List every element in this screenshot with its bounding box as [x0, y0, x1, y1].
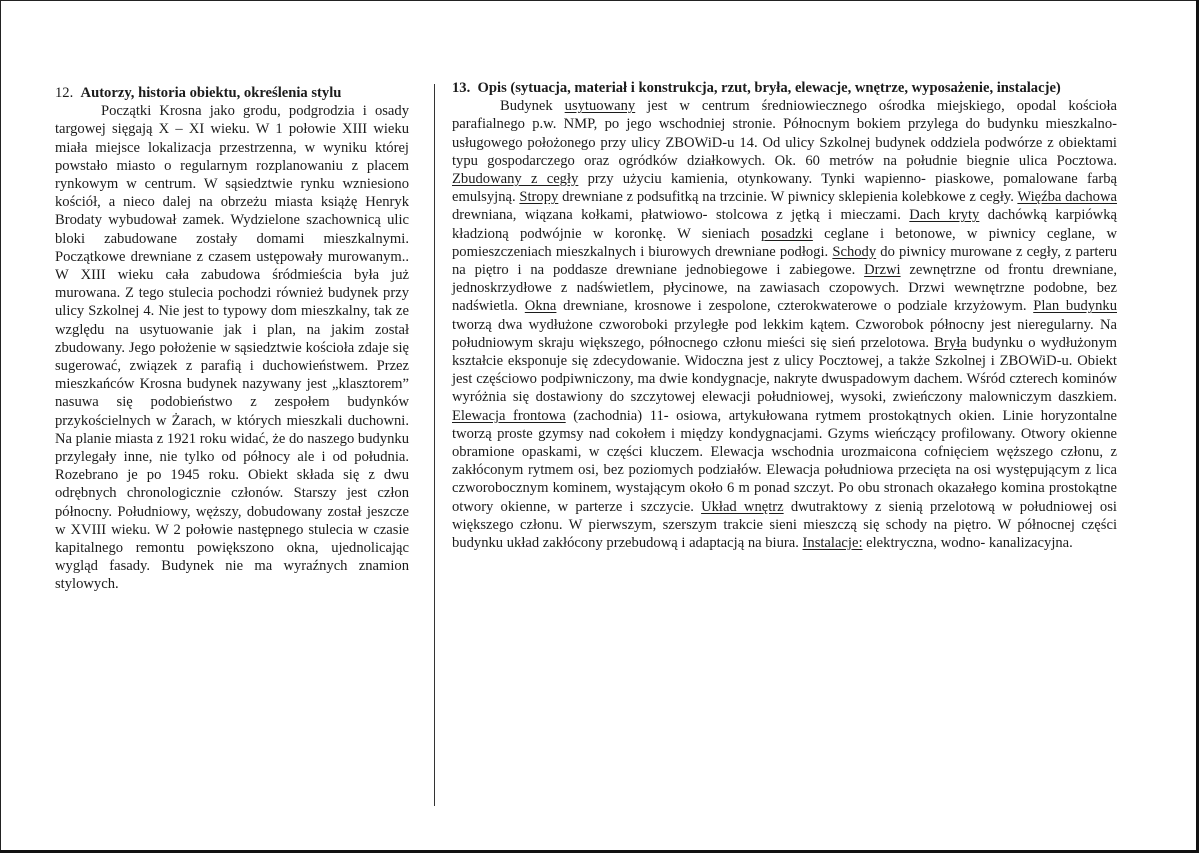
section-12-number: 12. [55, 85, 74, 101]
text-run: przy użyciu kamienia, otynkowany. Tynki wapienno- piaskowe, pomalowane farbą emulsyjną. [452, 171, 1117, 206]
underlined-term: Układ wnętrz [701, 498, 784, 515]
section-12-title: Autorzy, historia obiektu, określenia stylu [80, 85, 342, 101]
text-run: budynku o wydłużonym kształcie eksponuje się zdecydowanie. Widoczna jest z ulicy Pocztowej, a także Szkolnej i ZBOWiD-u. Obiekt jest częściowo podpiwniczony, ma dwie kondygnacje, nakryte dwuspadowym dachem. Wśród czterech kominów wyróżnia się dostawiony do szczytowej elewacji południowej, wysoki, zwieńczony malowniczym daszkiem. [452, 334, 1117, 406]
text-run: dachówką karpiówką kładzioną podwójnie w koronkę. W sieniach [452, 207, 1117, 242]
text-run: Budynek [500, 98, 565, 115]
column-divider [434, 84, 435, 806]
text-run: jest w centrum średniowiecznego ośrodka miejskiego, opodal kościoła parafialnego p.w. NMP, po jego wschodniej stronie. Północnym bokiem przylega do budynku mieszkalno- usługowego położonego przy ulicy ZBOWiD-u 14. Od ulicy Szkolnej budynek oddziela podwórze z obiektami typu gospodarczego oraz ogródków działkowych. Ok. 60 metrów na południe biegnie ulica Pocztowa. [452, 98, 1117, 169]
underlined-term: Dach kryty [909, 207, 980, 224]
section-13-heading [452, 79, 1117, 97]
text-run: tworzą dwa wydłużone czworoboki przyległe pod lekkim kątem. Czworobok północny jest nieregularny. Na południowym skraju większego, północnego członu mieści się sień przelotowa. [452, 316, 1117, 351]
underlined-term: Schody [832, 243, 877, 260]
underlined-term: usytuowany [564, 98, 636, 115]
underlined-term: Więźba dachowa [1017, 189, 1117, 206]
text-run: dwutraktowy z sienią przelotową w południowej osi większego członu. W pierwszym, szerszym trakcie sieni mieszczą się schody na piętro. W północnej części budynku układ zakłócony przebudową i adaptacją na biura. [452, 498, 1117, 552]
text-run: drewniana, wiązana kołkami, płatwiowo- stolcowa z jętką i mieczami. [452, 207, 910, 224]
text-run: (zachodnia) 11- osiowa, artykułowana rytmem prostokątnych okien. Linie horyzontalne tworzą proste gzymsy nad cokołem i między kondygnacjami. Gzyms wieńczący profilowany. Otwory okienne obramione opaskami, w części kluczem. Elewacja wschodnia urozmaicona cofnięciem węższego członu, z zakłóconym rytmem osi, bez poziomych podziałów. Elewacja południowa przecięta na osi występującym z lica czworobocznym kominem, wystającym około 6 m ponad szczyt. Po obu stronach okazałego komina prostokątne otwory okienne, w parterze i szczycie. [452, 407, 1117, 515]
text-run: drewniane, krosnowe i zespolone, czterokwaterowe o podziale krzyżowym. [556, 298, 1034, 315]
underlined-term: Stropy [519, 189, 559, 206]
text-run: ceglane i betonowe, w piwnicy ceglane, w pomieszczeniach mieszkalnych i biurowych drewniane podłogi. [452, 225, 1117, 260]
section-12-heading [55, 84, 409, 102]
section-13-title: Opis (sytuacja, materiał i konstrukcja, rzut, bryła, elewacje, wnętrze, wyposażenie, instalacje) [477, 80, 1061, 96]
underlined-term: Instalacje: [802, 535, 863, 552]
section-13 [452, 79, 1117, 552]
underlined-term: Zbudowany z cegły [452, 171, 579, 188]
section-12-text: Początki Krosna jako grodu, podgrodzia i osady targowej sięgają X – XI wieku. W 1 połowie XIII wieku miała miejsce lokalizacja przestrzenna, w wyniku której powstało miasto o regularnym rozplanowaniu z placem rynkowym w centrum. W sąsiedztwie rynku wzniesiono kościół, a nieco dalej na obrzeżu miasta książę Henryk Brodaty wybudował zamek. Wydzielone szachownicą ulic bloki zabudowane zostały domami mieszkalnymi. Początkowe drewniane z czasem ustępowały murowanym.. W XIII wieku cała zabudowa śródmieścia była już murowana. Z tego stulecia pochodzi również budynek przy ulicy Szkolnej 4. Nie jest to typowy dom mieszkalny, tak ze względu na usytuowanie jak i plan, na jakim został zbudowany. Jego położenie w sąsiedztwie kościoła zdaje się sugerować, związek z parafią i duchowieństwem. Przez mieszkańców Krosna budynek nazywany jest „klasztorem” nasuwa się podobieństwo z zespołem budynków przykościelnych w Żarach, w których mieszkali duchowni. Na planie miasta z 1921 roku widać, że do naszego budynku przylegały inne, nie tylko od północy ale i od południa. Rozebrano je po 1945 roku. Obiekt składa się z dwu odrębnych chronologicznie członów. Starszy jest człon północny. Południowy, węższy, dobudowany został jeszcze w XVIII wieku. W 2 połowie następnego stulecia w czasie kapitalnego remontu powiększono okna, ujednolicając wygląd fasady. Budynek nie ma wyraźnych znamion stylowych. [55, 103, 409, 593]
underlined-term: Plan budynku [1033, 298, 1117, 315]
section-12 [55, 84, 409, 594]
text-run: elektryczna, wodno- kanalizacyjna. [862, 535, 1073, 552]
text-run: drewniane z podsufitką na trzcinie. W piwnicy sklepienia kolebkowe z cegły. [558, 189, 1018, 206]
underlined-term: Elewacja frontowa [452, 407, 566, 424]
underlined-term: Drzwi [864, 262, 901, 279]
section-13-text [452, 97, 1117, 552]
section-13-number: 13. [452, 80, 471, 96]
underlined-term: posadzki [760, 225, 813, 242]
underlined-term: Okna [524, 298, 557, 315]
underlined-term: Bryła [934, 334, 967, 351]
text-run: zewnętrzne od frontu drewniane, jednoskrzydłowe z nadświetlem, płycinowe, na zawiasach czopowych. Drzwi wewnętrzne podobne, bez nadświetla. [452, 262, 1117, 315]
text-run: do piwnicy murowane z cegły, z parteru na piętro i na poddasze drewniane jednobiegowe i zabiegowe. [452, 243, 1118, 279]
